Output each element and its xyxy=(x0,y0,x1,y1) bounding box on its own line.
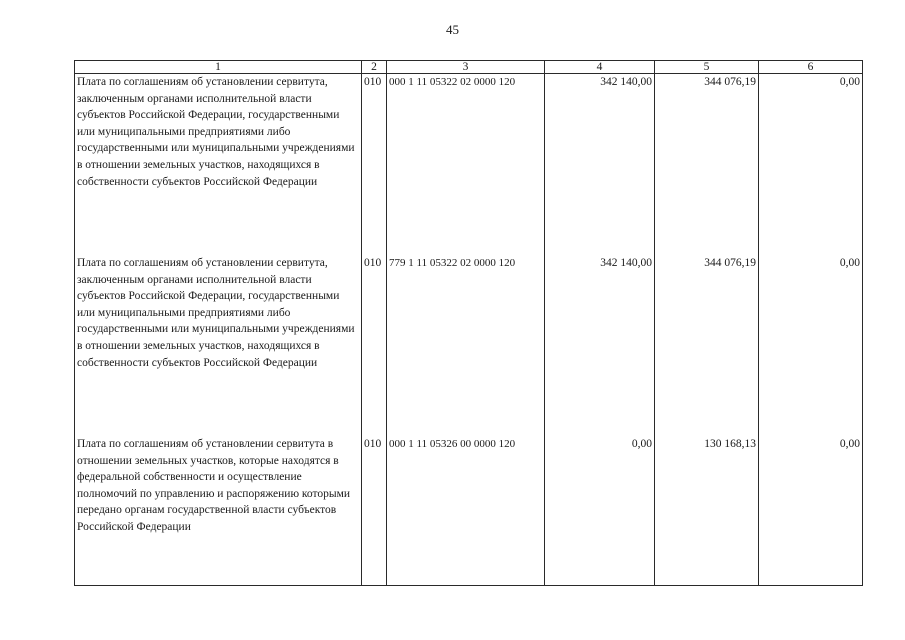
column-header-5: 5 xyxy=(655,61,759,74)
row-col4-value: 342 140,00 xyxy=(545,74,655,256)
column-header-6: 6 xyxy=(759,61,863,74)
column-header-2: 2 xyxy=(362,61,387,74)
column-header-1: 1 xyxy=(75,61,362,74)
revenue-table xyxy=(74,60,863,586)
row-line-code: 010 xyxy=(362,255,387,436)
column-header-4: 4 xyxy=(545,61,655,74)
row-line-code: 010 xyxy=(362,436,387,586)
row-description: Плата по соглашениям об установлении сервитута в отношении земельных участков, которые находятся в федеральной собственности и осуществление полномочий по управлению и распоряжению которыми передано органам государственной власти субъектов Российской Федерации xyxy=(75,436,362,586)
table-row xyxy=(75,255,863,436)
row-kbk-code: 000 1 11 05326 00 0000 120 xyxy=(387,436,545,586)
row-col5-value: 130 168,13 xyxy=(655,436,759,586)
row-col6-value: 0,00 xyxy=(759,436,863,586)
row-kbk-code: 779 1 11 05322 02 0000 120 xyxy=(387,255,545,436)
row-kbk-code: 000 1 11 05322 02 0000 120 xyxy=(387,74,545,256)
row-col5-value: 344 076,19 xyxy=(655,255,759,436)
table-row xyxy=(75,436,863,586)
row-description: Плата по соглашениям об установлении сервитута, заключенным органами исполнительной власти субъектов Российской Федерации, государственными или муниципальными предприятиями либо государственными или муниципальными учреждениями в отношении земельных участков, находящихся в собственности субъектов Российской Федерации xyxy=(75,255,362,436)
row-col5-value: 344 076,19 xyxy=(655,74,759,256)
row-line-code: 010 xyxy=(362,74,387,256)
row-col6-value: 0,00 xyxy=(759,255,863,436)
page-number: 45 xyxy=(446,22,459,37)
column-header-3: 3 xyxy=(387,61,545,74)
row-col4-value: 0,00 xyxy=(545,436,655,586)
row-col6-value: 0,00 xyxy=(759,74,863,256)
row-description: Плата по соглашениям об установлении сервитута, заключенным органами исполнительной власти субъектов Российской Федерации, государственными или муниципальными предприятиями либо государственными или муниципальными учреждениями в отношении земельных участков, находящихся в собственности субъектов Российской Федерации xyxy=(75,74,362,256)
table-header-row xyxy=(75,61,863,74)
table-row xyxy=(75,74,863,256)
row-col4-value: 342 140,00 xyxy=(545,255,655,436)
